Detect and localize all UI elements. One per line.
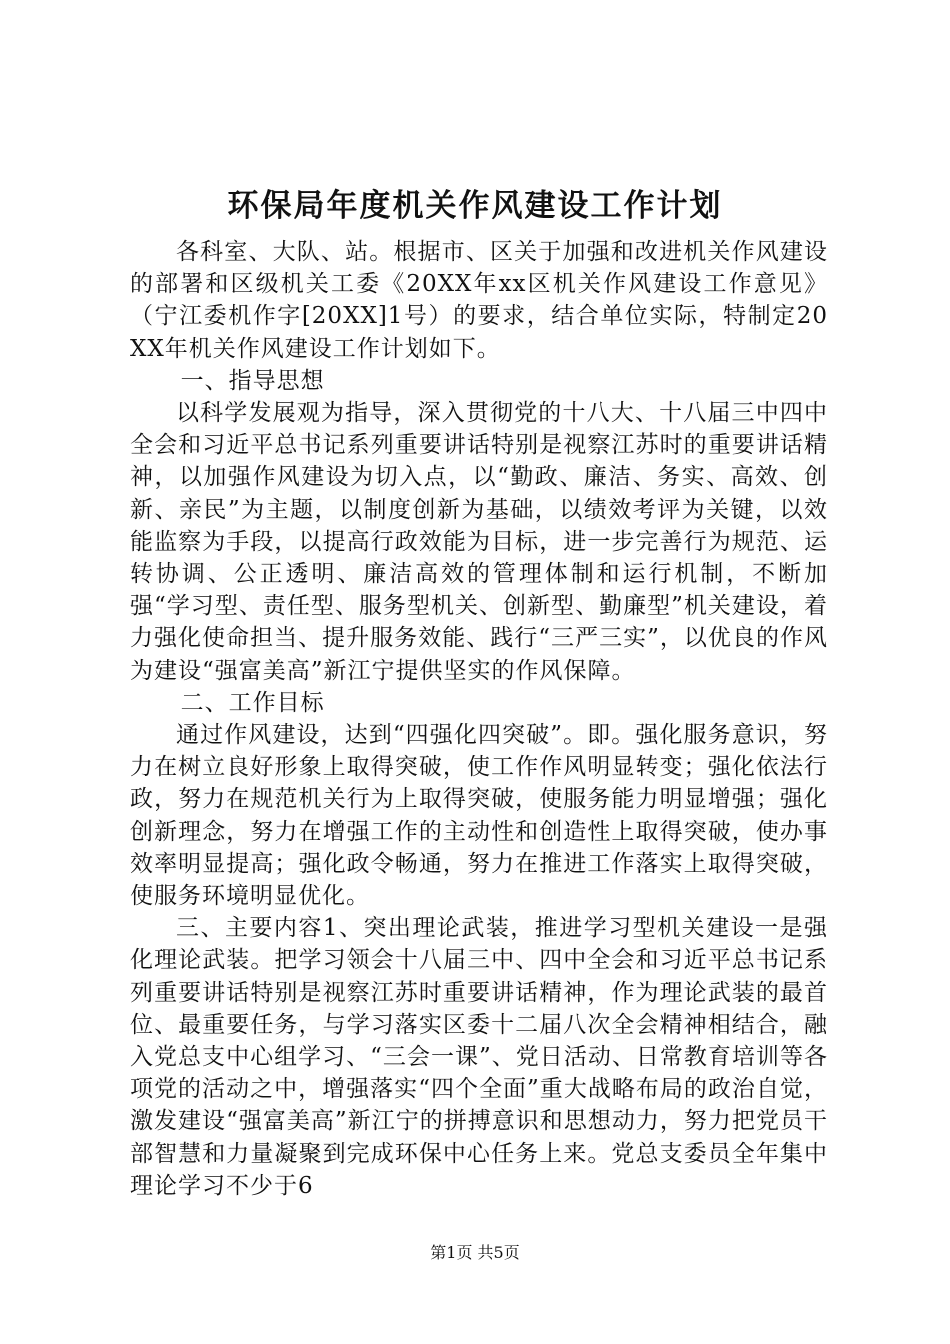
page-number-footer: 第1页 共5页	[430, 1243, 520, 1262]
section-heading-guiding-ideology: 一、指导思想	[180, 367, 325, 394]
section-paragraph-main-content: 三、主要内容1、突出理论武装，推进学习型机关建设一是强化理论武装。把学习领会十八届三中、四中全会和习近平总书记系列重要讲话特别是视察江苏时重要讲话精神，作为理论武装的最首位、最重要任务，与学习落实区委十二届八次全会精神相结合，融入党总支中心组学习、“三会一课”、党日活动、日常教育培训等各项党的活动之中，增强落实“四个全面”重大战略布局的政治自觉，激发建设“强富美高”新江宁的拼搏意识和思想动力，努力把党员干部智慧和力量凝聚到完成环保中心任务上来。党总支委员全年集中理论学习不少于6	[130, 915, 828, 1199]
section-heading-work-goals: 二、工作目标	[180, 689, 325, 716]
section-paragraph-guiding-ideology: 以科学发展观为指导，深入贯彻党的十八大、十八届三中四中全会和习近平总书记系列重要讲话特别是视察江苏时的重要讲话精神，以加强作风建设为切入点，以“勤政、廉洁、务实、高效、创新、亲民”为主题，以制度创新为基础，以绩效考评为关键，以效能监察为手段，以提高行政效能为目标，进一步完善行为规范、运转协调、公正透明、廉洁高效的管理体制和运行机制，不断加强“学习型、责任型、服务型机关、创新型、勤廉型”机关建设，着力强化使命担当、提升服务效能、践行“三严三实”，以优良的作风为建设“强富美高”新江宁提供坚实的作风保障。	[130, 400, 828, 684]
document-title: 环保局年度机关作风建设工作计划	[227, 188, 723, 224]
intro-paragraph: 各科室、大队、站。根据市、区关于加强和改进机关作风建设的部署和区级机关工委《20XX年xx区机关作风建设工作意见》（宁江委机作字[20XX]1号）的要求，结合单位实际，特制定20XX年机关作风建设工作计划如下。	[130, 239, 828, 362]
document-body	[130, 236, 828, 1202]
section-paragraph-work-goals: 通过作风建设，达到“四强化四突破”。即。强化服务意识，努力在树立良好形象上取得突破，使工作作风明显转变；强化依法行政，努力在规范机关行为上取得突破，使服务能力明显增强；强化创新理念，努力在增强工作的主动性和创造性上取得突破，使办事效率明显提高；强化政令畅通，努力在推进工作落实上取得突破，使服务环境明显优化。	[130, 722, 828, 910]
